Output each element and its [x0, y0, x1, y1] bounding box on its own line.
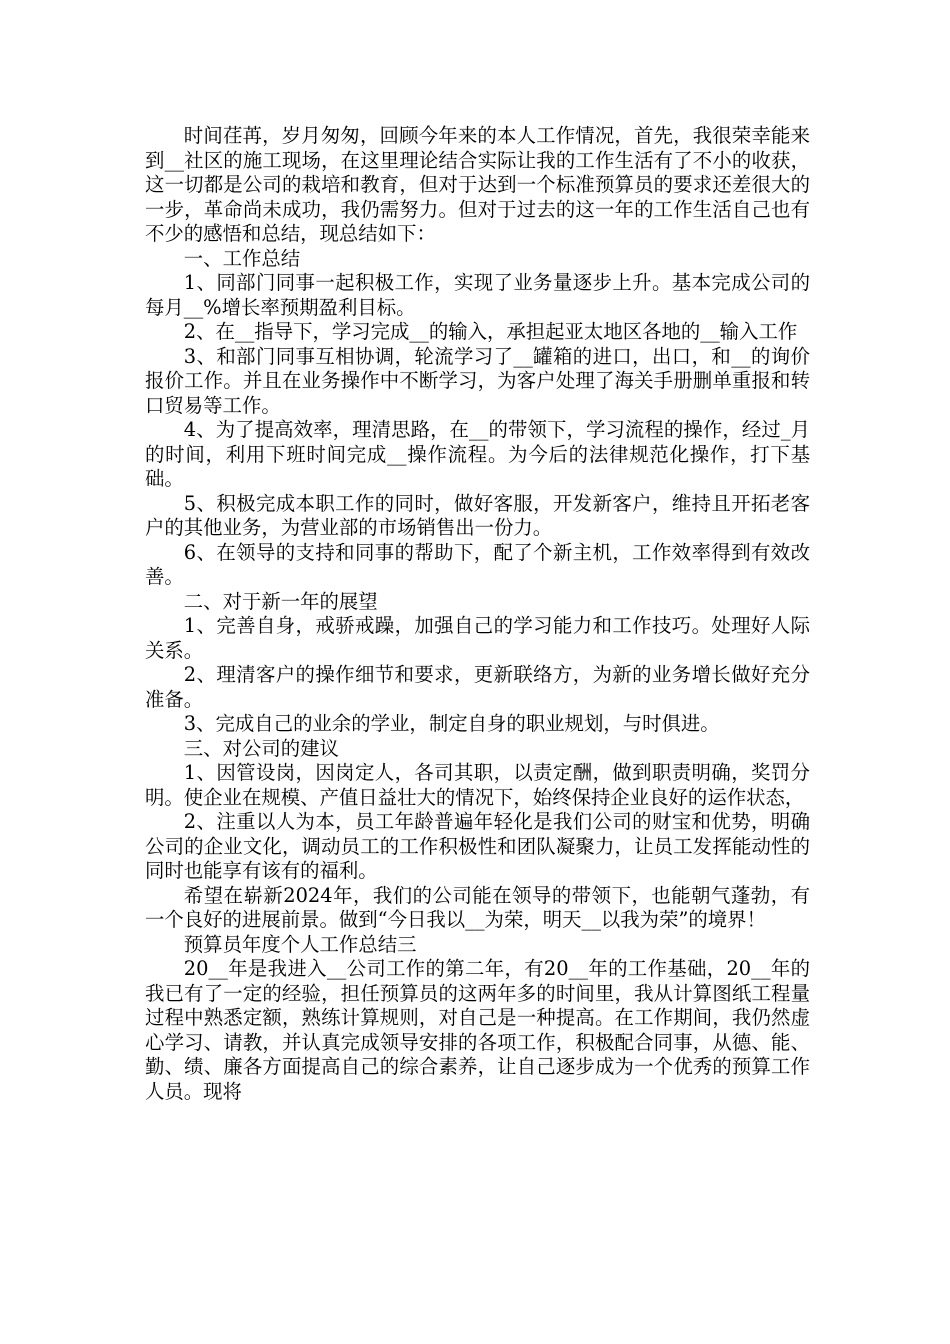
summary-item-3: 3、和部门同事互相协调，轮流学习了__罐箱的进口，出口，和__的询价报价工作。并且在业务操作中不断学习，为客户处理了海关手册删单重报和转口贸易等工作。: [145, 344, 810, 417]
section-heading-summary-three: 预算员年度个人工作总结三: [183, 932, 417, 956]
summary-item-2: 2、在__指导下，学习完成__的输入，承担起亚太地区各地的__输入工作: [183, 320, 798, 343]
outlook-item-3: 3、完成自己的业余的学业，制定自身的职业规划，与时俱进。: [183, 712, 720, 735]
summary-three-paragraph: 20__年是我进入__公司工作的第二年，有20__年的工作基础，20__年的我已有了一定的经验，担任预算员的这两年多的时间里，我从计算图纸工程量过程中熟悉定额，熟练计算规则，对自己是一种提高。在工作期间，我仍然虚心学习、请教，并认真完成领导安排的各项工作，积极配合同事，从德、能、勤、绩、廉各方面提高自己的综合素养，让自己逐步成为一个优秀的预算工作人员。现将: [145, 957, 810, 1103]
suggestion-item-1: 1、因管设岗，因岗定人，各司其职，以责定酬，做到职责明确，奖罚分明。使企业在规模、产值日益壮大的情况下，始终保持企业良好的运作状态，: [145, 761, 810, 809]
summary-item-6: 6、在领导的支持和同事的帮助下，配了个新主机，工作效率得到有效改善。: [145, 540, 810, 588]
suggestion-item-2: 2、注重以人为本，员工年龄普遍年轻化是我们公司的财宝和优势，明确公司的企业文化，调动员工的工作积极性和团队凝聚力，让员工发挥能动性的同时也能享有该有的福利。: [145, 810, 810, 882]
intro-paragraph: 时间荏苒，岁月匆匆，回顾今年来的本人工作情况，首先，我很荣幸能来到__社区的施工现场，在这里理论结合实际让我的工作生活有了不小的收获，这一切都是公司的栽培和教育，但对于达到一个标准预算员的要求还差很大的一步，革命尚未成功，我仍需努力。但对于过去的这一年的工作生活自己也有不少的感悟和总结，现总结如下：: [145, 124, 810, 245]
summary-item-5: 5、积极完成本职工作的同时，做好客服，开发新客户，维持且开拓老客户的其他业务，为营业部的市场销售出一份力。: [145, 491, 810, 539]
section-heading-outlook: 二、对于新一年的展望: [183, 589, 378, 613]
closing-paragraph: 希望在崭新2024年，我们的公司能在领导的带领下，也能朝气蓬勃，有一个良好的进展前景。做到“今日我以__为荣，明天__以我为荣”的境界！: [145, 883, 810, 931]
summary-item-4: 4、为了提高效率，理清思路，在__的带领下，学习流程的操作，经过_月的时间，利用下班时间完成__操作流程。为今后的法律规范化操作，打下基础。: [145, 418, 810, 490]
document-body: [145, 124, 810, 1104]
outlook-item-2: 2、理清客户的操作细节和要求，更新联络方，为新的业务增长做好充分准备。: [145, 663, 810, 711]
outlook-item-1: 1、完善自身，戒骄戒躁，加强自己的学习能力和工作技巧。处理好人际关系。: [145, 614, 810, 662]
section-heading-suggestions: 三、对公司的建议: [183, 736, 339, 760]
summary-item-1: 1、同部门同事一起积极工作，实现了业务量逐步上升。基本完成公司的每月__%增长率预期盈利目标。: [145, 271, 810, 319]
section-heading-work-summary: 一、工作总结: [183, 246, 301, 270]
